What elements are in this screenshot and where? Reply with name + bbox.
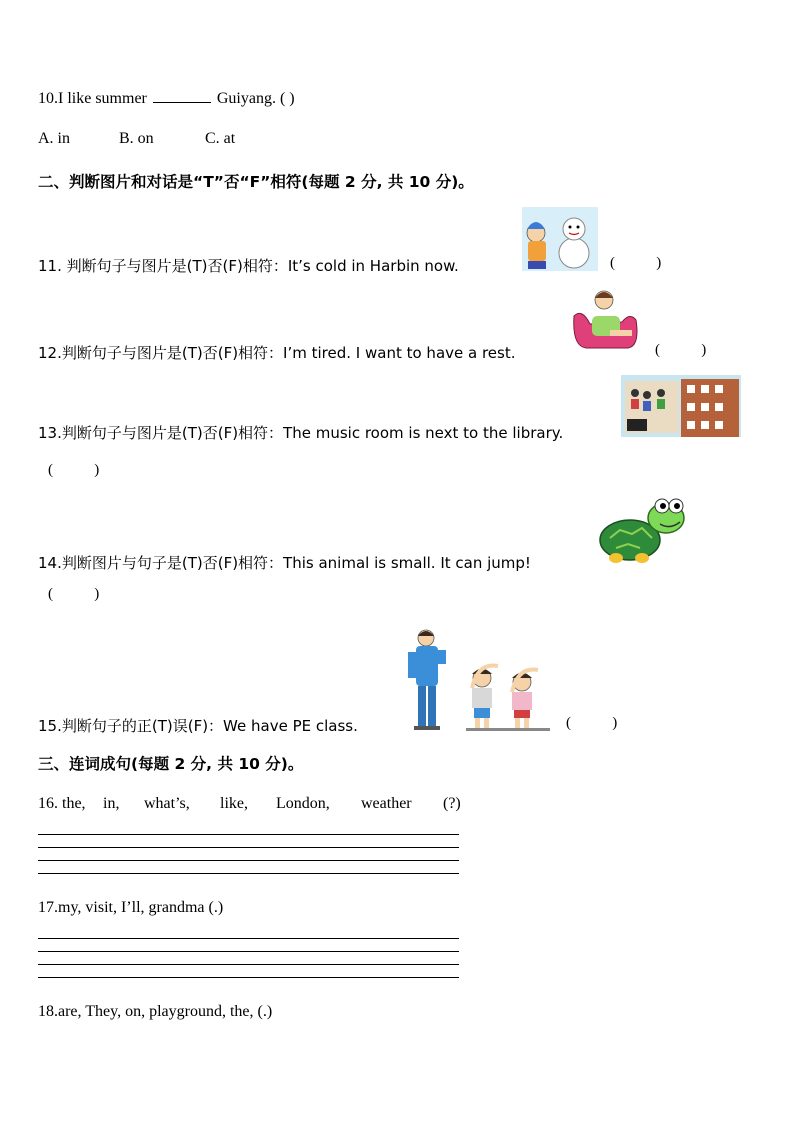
answer-parentheses[interactable]: ( ) bbox=[655, 342, 707, 358]
question-18-text: 18.are, They, on, playground, the, (.) bbox=[38, 1003, 273, 1020]
question-16-words bbox=[38, 795, 461, 813]
word-token: like, bbox=[220, 795, 248, 812]
answer-writing-line[interactable] bbox=[38, 977, 459, 978]
answer-writing-line[interactable] bbox=[38, 938, 459, 939]
word-token: (?) bbox=[443, 795, 461, 812]
answer-writing-line[interactable] bbox=[38, 834, 459, 835]
word-token: weather bbox=[361, 795, 412, 812]
section-3-heading: 三、连词成句(每题 2 分, 共 10 分)。 bbox=[38, 755, 304, 773]
question-10-suffix: Guiyang. ( ) bbox=[216, 90, 295, 107]
pe-class-image bbox=[406, 628, 552, 732]
answer-parentheses[interactable]: ( ) bbox=[566, 715, 618, 731]
answer-blank[interactable] bbox=[153, 88, 211, 103]
option-b: B. on bbox=[119, 130, 154, 147]
question-17-text: 17.my, visit, I’ll, grandma (.) bbox=[38, 899, 224, 916]
word-token: London, bbox=[276, 795, 330, 812]
boy-and-snowman-image bbox=[522, 207, 598, 271]
question-12-text: 12.判断句子与图片是(T)否(F)相符：I’m tired. I want to have a rest. bbox=[38, 344, 516, 362]
answer-parentheses[interactable]: ( ) bbox=[48, 462, 100, 478]
turtle-image bbox=[596, 494, 688, 566]
answer-writing-line[interactable] bbox=[38, 847, 459, 848]
answer-writing-line[interactable] bbox=[38, 964, 459, 965]
word-token: in, bbox=[103, 795, 120, 812]
question-13-text: 13.判断句子与图片是(T)否(F)相符：The music room is next to the library. bbox=[38, 424, 564, 442]
girl-resting-image bbox=[570, 286, 642, 354]
question-10 bbox=[38, 88, 295, 108]
word-token: what’s, bbox=[144, 795, 190, 812]
option-c: C. at bbox=[205, 130, 236, 147]
answer-parentheses[interactable]: ( ) bbox=[48, 586, 100, 602]
question-15-text: 15.判断句子的正(T)误(F)：We have PE class. bbox=[38, 717, 358, 735]
answer-writing-line[interactable] bbox=[38, 873, 459, 874]
word-token: 16. the, bbox=[38, 795, 86, 812]
option-a: A. in bbox=[38, 130, 70, 147]
answer-writing-line[interactable] bbox=[38, 860, 459, 861]
question-11-text: 11. 判断句子与图片是(T)否(F)相符：It’s cold in Harbin now. bbox=[38, 257, 459, 275]
answer-parentheses[interactable]: ( ) bbox=[610, 255, 662, 271]
question-10-prefix: 10.I like summer bbox=[38, 90, 147, 107]
section-2-heading: 二、判断图片和对话是“T”否“F”相符(每题 2 分, 共 10 分)。 bbox=[38, 173, 474, 191]
answer-writing-line[interactable] bbox=[38, 951, 459, 952]
school-building-image bbox=[621, 375, 741, 437]
question-14-text: 14.判断图片与句子是(T)否(F)相符：This animal is small. It can jump! bbox=[38, 554, 531, 572]
